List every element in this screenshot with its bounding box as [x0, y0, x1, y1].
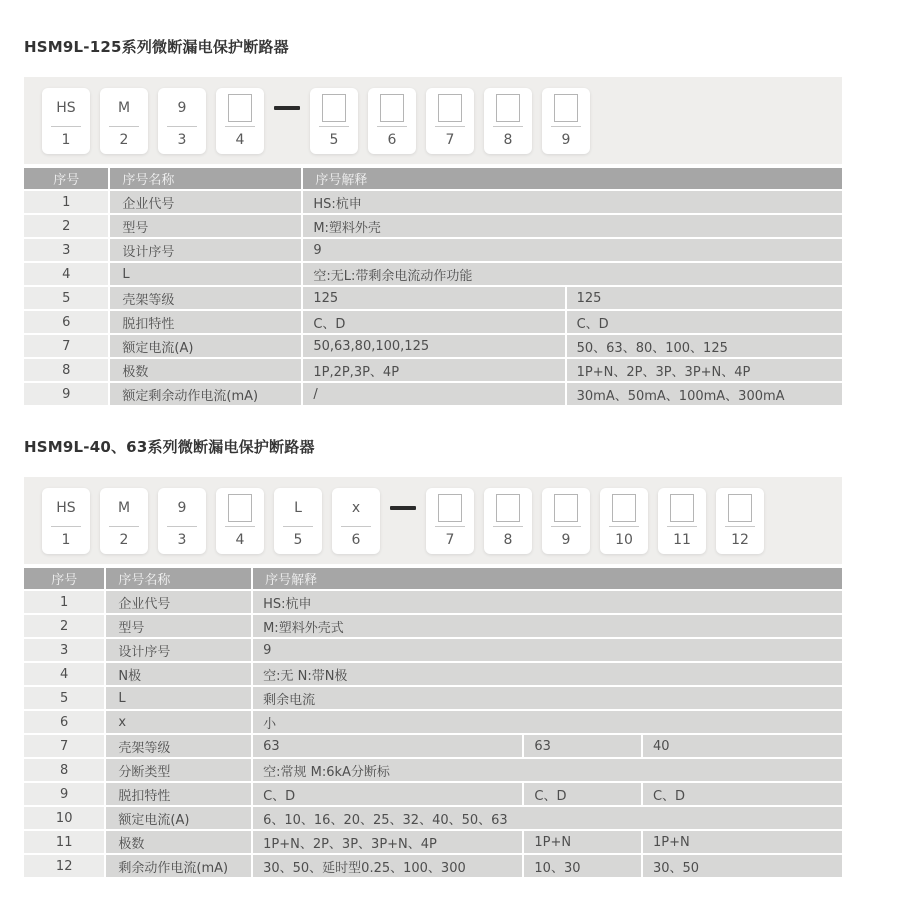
explain-cell: C、D — [567, 311, 842, 333]
code-box — [484, 488, 532, 554]
table-row — [24, 239, 842, 261]
row-number-cell: 9 — [24, 383, 108, 405]
model-code-strip — [24, 477, 842, 564]
explain-cell: 剩余电流 — [253, 687, 842, 709]
code-position-number: 1 — [61, 532, 71, 548]
name-cell: L — [106, 687, 251, 709]
placeholder-box-icon — [380, 94, 404, 122]
table-row — [24, 263, 842, 285]
code-box — [274, 488, 322, 554]
placeholder-box-icon — [612, 494, 636, 522]
explain-cell: C、D — [524, 783, 641, 805]
code-value: M — [117, 500, 131, 516]
explain-cell: 小 — [253, 711, 842, 733]
row-number-cell: 5 — [24, 287, 108, 309]
code-value — [554, 493, 578, 523]
code-box — [158, 88, 206, 154]
box-divider — [341, 526, 371, 527]
code-position-number: 8 — [503, 132, 513, 148]
code-value: L — [294, 500, 302, 516]
row-number-cell: 3 — [24, 639, 104, 661]
explain-cell: 1P,2P,3P、4P — [303, 359, 564, 381]
code-value: HS — [56, 500, 76, 516]
table-header-row — [24, 168, 842, 189]
code-position-number: 1 — [61, 132, 71, 148]
box-divider — [283, 526, 313, 527]
box-divider — [167, 126, 197, 127]
dash-separator — [274, 106, 300, 110]
name-cell: 设计序号 — [106, 639, 251, 661]
code-position-number: 3 — [177, 132, 187, 148]
section-title: HSM9L-125系列微断漏电保护断路器 — [24, 38, 289, 56]
row-number-cell: 8 — [24, 359, 108, 381]
explain-cell: 50,63,80,100,125 — [303, 335, 564, 357]
col-header-index: 序号 — [24, 568, 104, 589]
row-number-cell: 12 — [24, 855, 104, 877]
name-cell: x — [106, 711, 251, 733]
explain-cell: 30、50、延时型0.25、100、300 — [253, 855, 522, 877]
box-divider — [435, 126, 465, 127]
code-value — [228, 493, 252, 523]
placeholder-box-icon — [228, 94, 252, 122]
box-divider — [435, 526, 465, 527]
name-cell: 额定电流(A) — [106, 807, 251, 829]
code-position-number: 4 — [235, 132, 245, 148]
explain-cell: 50、63、80、100、125 — [567, 335, 842, 357]
name-cell: 极数 — [110, 359, 301, 381]
row-number-cell: 7 — [24, 335, 108, 357]
table-row — [24, 639, 842, 661]
row-number-cell: 11 — [24, 831, 104, 853]
explain-cell: / — [303, 383, 564, 405]
box-divider — [493, 126, 523, 127]
placeholder-box-icon — [496, 494, 520, 522]
placeholder-box-icon — [554, 494, 578, 522]
placeholder-box-icon — [728, 494, 752, 522]
placeholder-box-icon — [496, 94, 520, 122]
code-position-number: 10 — [615, 532, 633, 548]
box-divider — [109, 126, 139, 127]
box-divider — [225, 126, 255, 127]
code-value: HS — [56, 100, 76, 116]
code-position-number: 2 — [119, 132, 129, 148]
section-title: HSM9L-40、63系列微断漏电保护断路器 — [24, 438, 315, 456]
name-cell: 脱扣特性 — [110, 311, 301, 333]
row-number-cell: 6 — [24, 711, 104, 733]
box-divider — [51, 526, 81, 527]
table-row — [24, 191, 842, 213]
table-row — [24, 783, 842, 805]
table-row — [24, 335, 842, 357]
code-position-number: 12 — [731, 532, 749, 548]
code-position-number: 9 — [561, 132, 571, 148]
explain-cell: 空:常规 M:6kA分断标 — [253, 759, 842, 781]
explain-cell: 125 — [567, 287, 842, 309]
explain-cell: 10、30 — [524, 855, 641, 877]
box-divider — [319, 126, 349, 127]
code-box — [484, 88, 532, 154]
name-cell: 脱扣特性 — [106, 783, 251, 805]
col-header-index: 序号 — [24, 168, 108, 189]
code-value — [380, 93, 404, 123]
row-number-cell: 4 — [24, 263, 108, 285]
code-position-number: 6 — [387, 132, 397, 148]
name-cell: 剩余动作电流(mA) — [106, 855, 251, 877]
code-value — [438, 93, 462, 123]
row-number-cell: 2 — [24, 215, 108, 237]
table-row — [24, 311, 842, 333]
box-divider — [493, 526, 523, 527]
name-cell: 企业代号 — [106, 591, 251, 613]
explain-cell: 空:无 N:带N极 — [253, 663, 842, 685]
col-header-name: 序号名称 — [110, 168, 301, 189]
table-row — [24, 855, 842, 877]
code-position-number: 4 — [235, 532, 245, 548]
table-row — [24, 831, 842, 853]
table-row — [24, 591, 842, 613]
explain-cell: 9 — [253, 639, 842, 661]
row-number-cell: 9 — [24, 783, 104, 805]
code-position-number: 9 — [561, 532, 571, 548]
explain-cell: M:塑料外壳 — [303, 215, 842, 237]
explain-cell: 63 — [524, 735, 641, 757]
box-divider — [609, 526, 639, 527]
explain-cell: 63 — [253, 735, 522, 757]
placeholder-box-icon — [438, 94, 462, 122]
explain-cell: 1P+N — [524, 831, 641, 853]
code-value: x — [351, 500, 361, 516]
code-position-number: 3 — [177, 532, 187, 548]
row-number-cell: 2 — [24, 615, 104, 637]
box-divider — [551, 126, 581, 127]
row-number-cell: 7 — [24, 735, 104, 757]
row-number-cell: 5 — [24, 687, 104, 709]
explain-cell: HS:杭申 — [303, 191, 842, 213]
code-position-number: 6 — [351, 532, 361, 548]
name-cell: 分断类型 — [106, 759, 251, 781]
table-row — [24, 735, 842, 757]
code-box — [542, 88, 590, 154]
name-cell: 型号 — [110, 215, 301, 237]
explain-cell: C、D — [303, 311, 564, 333]
section-hsm9l-40-63 — [24, 407, 866, 879]
placeholder-box-icon — [554, 94, 578, 122]
code-box — [600, 488, 648, 554]
code-position-number: 7 — [445, 132, 455, 148]
explain-cell: 空:无L:带剩余电流动作功能 — [303, 263, 842, 285]
code-box — [216, 488, 264, 554]
model-code-strip — [24, 77, 842, 164]
box-divider — [725, 526, 755, 527]
table-row — [24, 807, 842, 829]
explain-cell: 40 — [643, 735, 842, 757]
explain-cell: 6、10、16、20、25、32、40、50、63 — [253, 807, 842, 829]
code-box — [542, 488, 590, 554]
row-number-cell: 4 — [24, 663, 104, 685]
code-position-number: 5 — [293, 532, 303, 548]
row-number-cell: 8 — [24, 759, 104, 781]
box-divider — [551, 526, 581, 527]
code-box — [716, 488, 764, 554]
code-value — [554, 93, 578, 123]
name-cell: 额定电流(A) — [110, 335, 301, 357]
box-divider — [167, 526, 197, 527]
code-position-number: 8 — [503, 532, 513, 548]
code-box — [658, 488, 706, 554]
name-cell: 极数 — [106, 831, 251, 853]
code-value: 9 — [177, 500, 187, 516]
code-box — [158, 488, 206, 554]
explain-cell: 9 — [303, 239, 842, 261]
placeholder-box-icon — [670, 494, 694, 522]
code-box — [216, 88, 264, 154]
spec-table — [22, 566, 844, 879]
name-cell: 企业代号 — [110, 191, 301, 213]
explain-cell: C、D — [643, 783, 842, 805]
table-row — [24, 687, 842, 709]
table-row — [24, 711, 842, 733]
dash-separator — [390, 506, 416, 510]
box-divider — [109, 526, 139, 527]
name-cell: 型号 — [106, 615, 251, 637]
code-value — [228, 93, 252, 123]
table-row — [24, 383, 842, 405]
explain-cell: 1P+N — [643, 831, 842, 853]
code-value — [728, 493, 752, 523]
code-position-number: 11 — [673, 532, 691, 548]
table-row — [24, 359, 842, 381]
box-divider — [225, 526, 255, 527]
explain-cell: 1P+N、2P、3P、3P+N、4P — [567, 359, 842, 381]
code-value — [670, 493, 694, 523]
table-row — [24, 663, 842, 685]
table-row — [24, 615, 842, 637]
code-value: 9 — [177, 100, 187, 116]
spec-table — [22, 166, 844, 407]
table-row — [24, 215, 842, 237]
placeholder-box-icon — [438, 494, 462, 522]
col-header-explain: 序号解释 — [303, 168, 842, 189]
name-cell: 壳架等级 — [106, 735, 251, 757]
name-cell: N极 — [106, 663, 251, 685]
table-row — [24, 287, 842, 309]
explain-cell: 1P+N、2P、3P、3P+N、4P — [253, 831, 522, 853]
code-box — [426, 488, 474, 554]
row-number-cell: 10 — [24, 807, 104, 829]
explain-cell: 30mA、50mA、100mA、300mA — [567, 383, 842, 405]
code-value — [612, 493, 636, 523]
box-divider — [51, 126, 81, 127]
placeholder-box-icon — [322, 94, 346, 122]
section-hsm9l-125 — [24, 0, 866, 407]
code-value: M — [117, 100, 131, 116]
name-cell: 设计序号 — [110, 239, 301, 261]
placeholder-box-icon — [228, 494, 252, 522]
code-value — [438, 493, 462, 523]
name-cell: 壳架等级 — [110, 287, 301, 309]
code-box — [100, 88, 148, 154]
code-box — [42, 488, 90, 554]
code-box — [100, 488, 148, 554]
code-box — [332, 488, 380, 554]
box-divider — [667, 526, 697, 527]
row-number-cell: 3 — [24, 239, 108, 261]
name-cell: L — [110, 263, 301, 285]
row-number-cell: 1 — [24, 591, 104, 613]
table-row — [24, 759, 842, 781]
row-number-cell: 1 — [24, 191, 108, 213]
code-value — [322, 93, 346, 123]
explain-cell: M:塑料外壳式 — [253, 615, 842, 637]
col-header-explain: 序号解释 — [253, 568, 842, 589]
code-value — [496, 93, 520, 123]
explain-cell: 30、50 — [643, 855, 842, 877]
code-position-number: 5 — [329, 132, 339, 148]
name-cell: 额定剩余动作电流(mA) — [110, 383, 301, 405]
code-box — [310, 88, 358, 154]
code-box — [42, 88, 90, 154]
explain-cell: C、D — [253, 783, 522, 805]
row-number-cell: 6 — [24, 311, 108, 333]
table-header-row — [24, 568, 842, 589]
box-divider — [377, 126, 407, 127]
code-position-number: 7 — [445, 532, 455, 548]
code-box — [368, 88, 416, 154]
code-value — [496, 493, 520, 523]
code-box — [426, 88, 474, 154]
explain-cell: HS:杭申 — [253, 591, 842, 613]
col-header-name: 序号名称 — [106, 568, 251, 589]
explain-cell: 125 — [303, 287, 564, 309]
code-position-number: 2 — [119, 532, 129, 548]
